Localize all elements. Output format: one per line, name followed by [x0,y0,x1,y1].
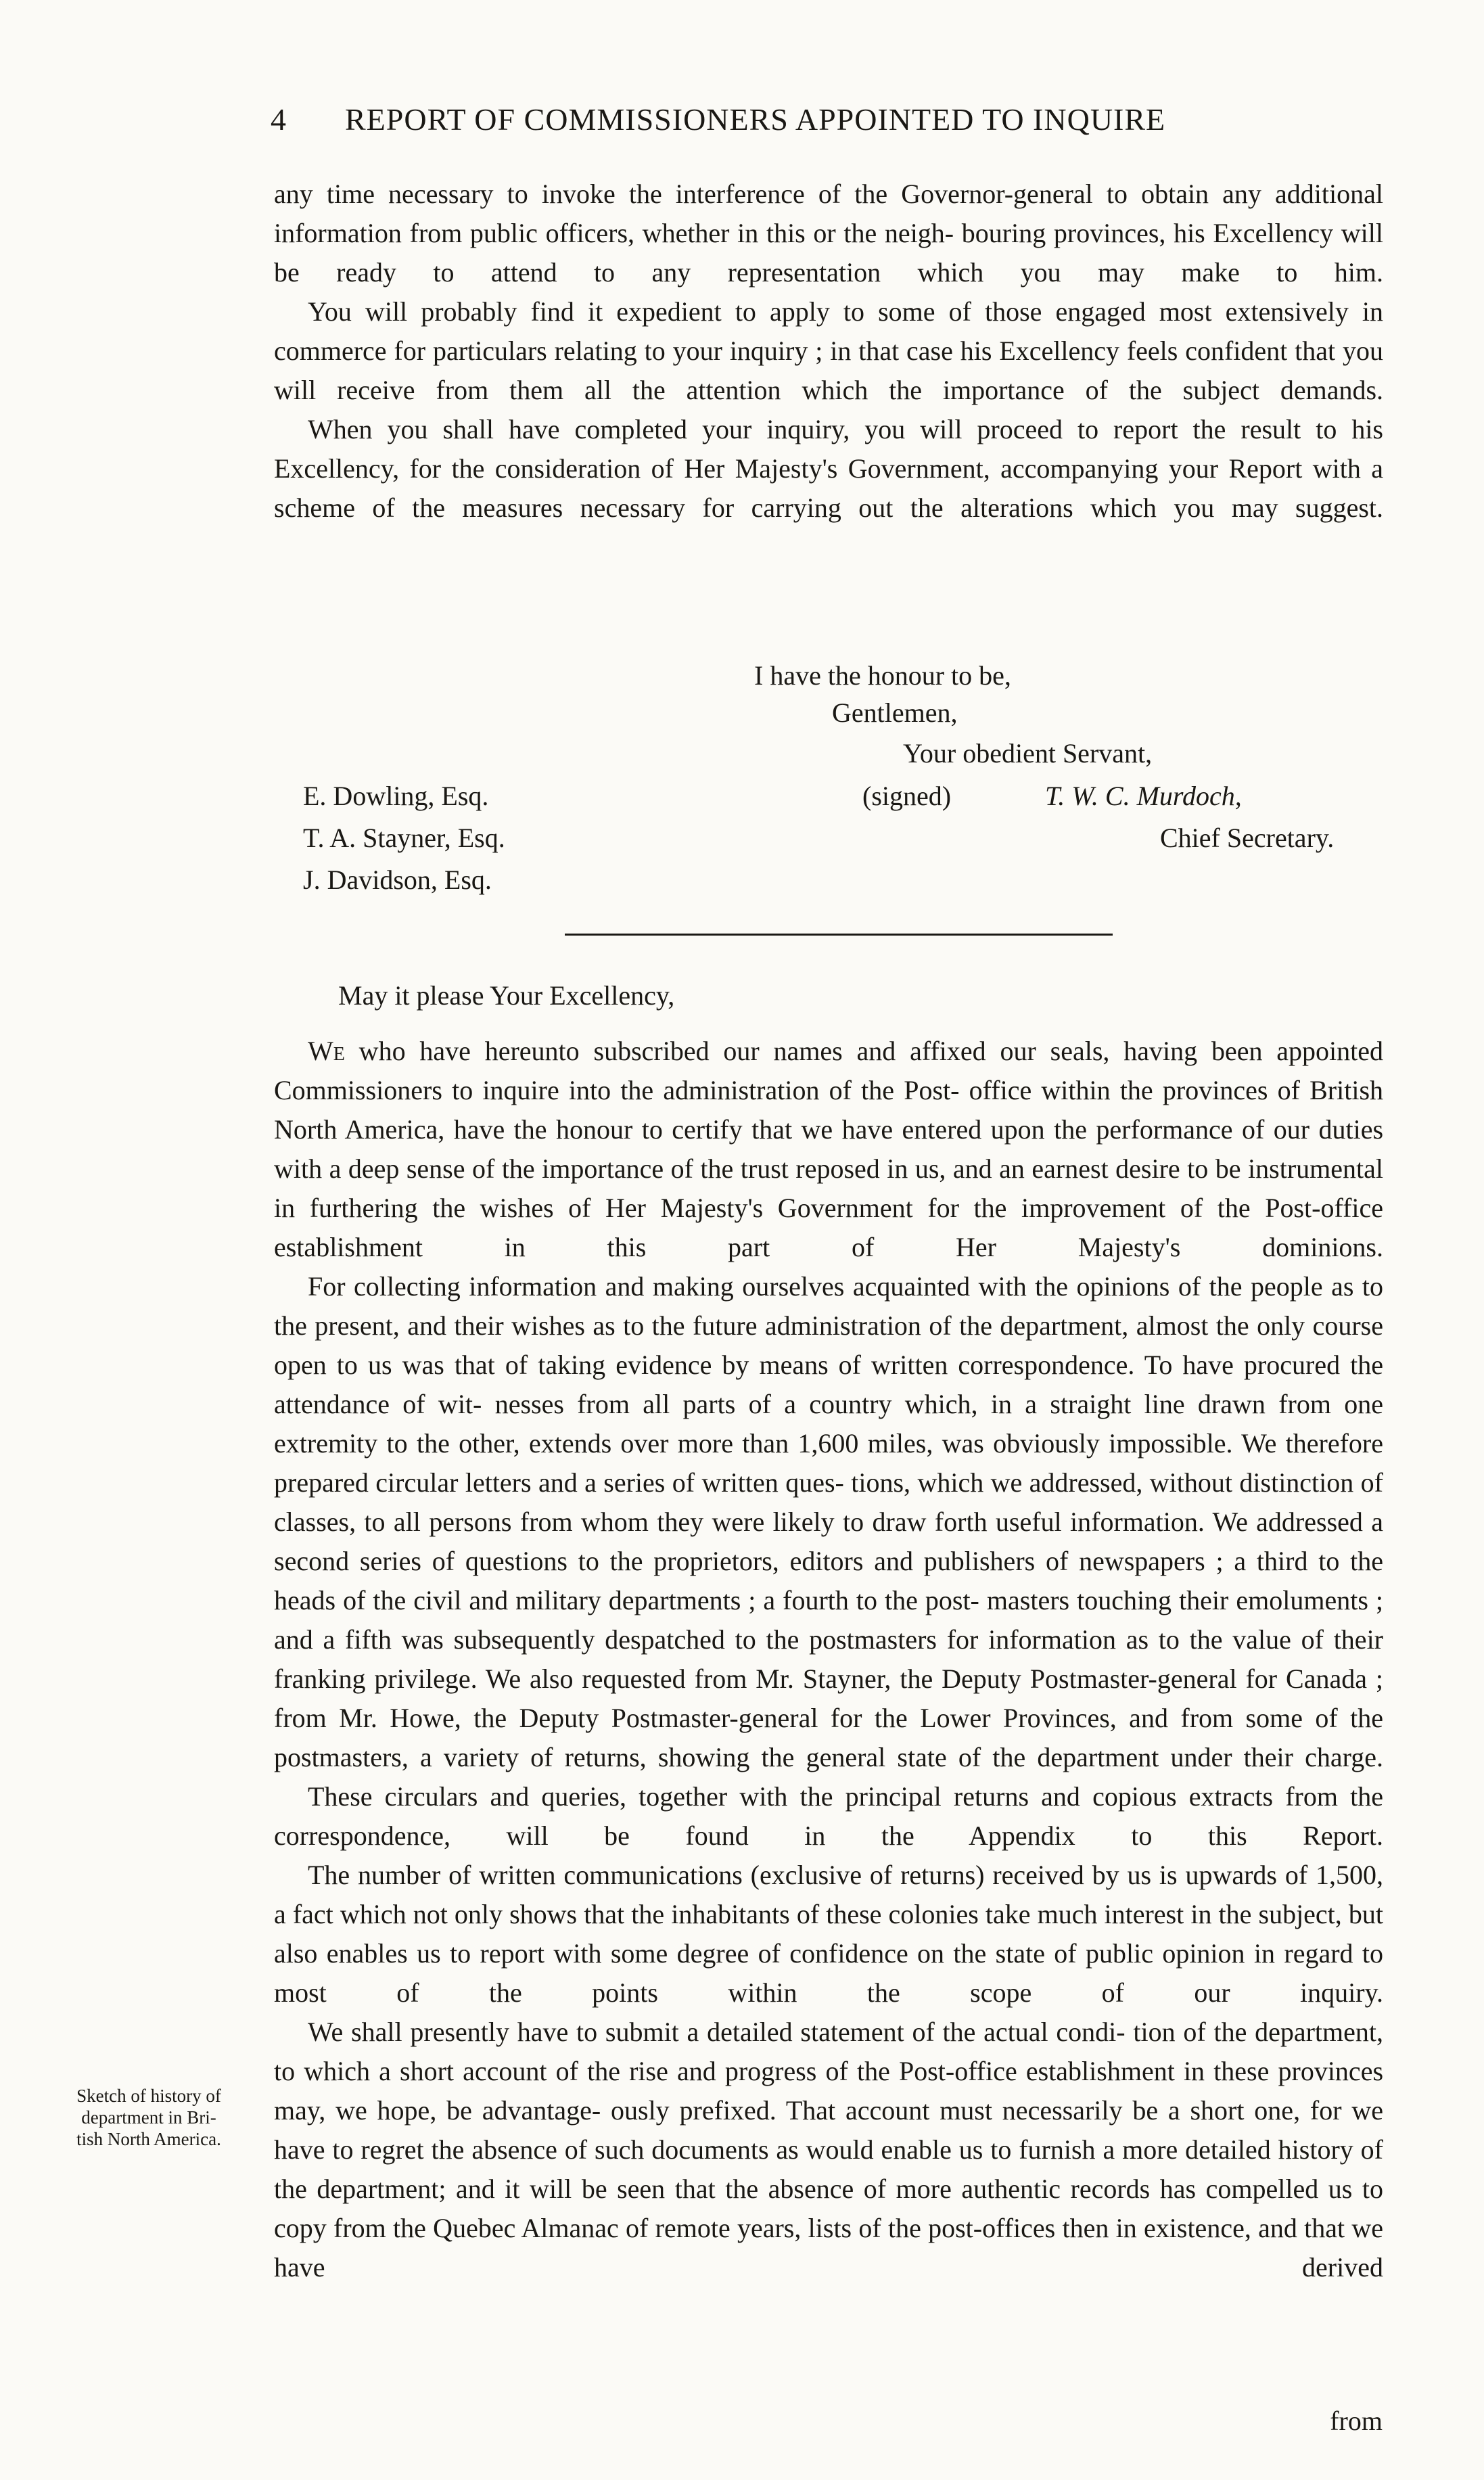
report-paragraph: We shall presently have to submit a detailed statement of the actual condi- tion of the department, to which a short account of the rise and progress of the Post-office establishment in these provinces may, we hope, be advantage- ously prefixed. That account must necessarily be a short one, for we have to regret the absence of such documents as would enable us to furnish a more detailed history of the department; and it will be seen that the absence of more authentic records has compelled us to copy from the Quebec Almanac of remote years, lists of the post-offices then in existence, and that we have derived [274,2017,1384,2282]
catchword: from [1330,2406,1383,2436]
report-paragraph: We who have hereunto subscribed our names and affixed our seals, having been appointed Commissioners to inquire into the administration of the Post- office within the provinces of British North America, have the honour to certify that we have entered upon the performance of our duties with a deep sense of the importance of the trust reposed in us, and an earnest desire to be instrumental in furthering the wishes of Her Majesty's Government for the improvement of the Post-office establishment in this part of Her Majesty's dominions. [274,1036,1384,1262]
letter-body [274,175,1383,528]
report-paragraph: For collecting information and making ourselves acquainted with the opinions of the people as to the present, and their wishes as to the future administration of the department, almost the only course open to us was that of taking evidence by means of written correspondence. To have procured the attendance of wit- nesses from all parts of a country which, in a straight line drawn from one extremity to the other, extends over more than 1,600 miles, was obviously impossible. We therefore prepared circular letters and a series of written ques- tions, which we addressed, without distinction of classes, to all persons from whom they were likely to draw forth useful information. We addressed a second series of questions to the proprietors, editors and publishers of newspapers ; a third to the heads of the civil and military departments ; a fourth to the post- masters touching their emoluments ; and a fifth was subsequently despatched to the postmasters for information as to the value of their franking privilege. We also requested from Mr. Stayner, the Deputy Postmaster-general for Canada ; from Mr. Howe, the Deputy Postmaster-general for the Lower Provinces, and from some of the postmasters, a variety of returns, showing the general state of the department under their charge. [274,1271,1384,1772]
closing-gentlemen: Gentlemen, [832,697,958,728]
addressee: T. A. Stayner, Esq. [303,823,505,853]
signatory-title: Chief Secretary. [1160,823,1335,853]
addressee: J. Davidson, Esq. [303,865,492,895]
addressee: E. Dowling, Esq. [303,781,489,811]
closing-servant: Your obedient Servant, [903,738,1153,768]
salutation: May it please Your Excellency, [338,980,675,1011]
report-body [274,1032,1383,2287]
margin-note: Sketch of history of department in Bri- tish North America. [76,2086,221,2149]
running-header [271,101,1380,137]
letter-paragraph: You will probably find it expedient to apply to some of those engaged most extensively in commerce for particulars relating to your inquiry ; in that case his Excellency feels confident that you will receive from them all the attention which the importance of the subject demands. [274,296,1384,405]
page-number: 4 [271,102,287,137]
lead-small-caps: We [308,1036,345,1066]
closing-honour: I have the honour to be, [754,660,1011,691]
letter-paragraph-continued: any time necessary to invoke the interference of the Governor-general to obtain any additional information from public officers, whether in this or the neigh- bouring provinces, his Excellency will be ready to attend to any representation which you may make to him. [274,179,1384,288]
running-title: REPORT OF COMMISSIONERS APPOINTED TO INQUIRE [345,102,1166,137]
signatory-name: T. W. C. Murdoch, [1045,781,1242,811]
report-paragraph: These circulars and queries, together with the principal returns and copious extracts from the correspondence, will be found in the Appendix to this Report. [274,1781,1384,1851]
section-divider [565,934,1113,936]
letter-paragraph: When you shall have completed your inquiry, you will proceed to report the result to his Excellency, for the consideration of Her Majesty's Government, accompanying your Report with a scheme of the measures necessary for carrying out the alterations which you may suggest. [274,414,1384,523]
signed-label: (signed) [862,781,952,811]
report-paragraph: The number of written communications (exclusive of returns) received by us is upwards of 1,500, a fact which not only shows that the inhabitants of these colonies take much interest in the subject, but also enables us to report with some degree of confidence on the state of public opinion in regard to most of the points within the scope of our inquiry. [274,1860,1383,2008]
